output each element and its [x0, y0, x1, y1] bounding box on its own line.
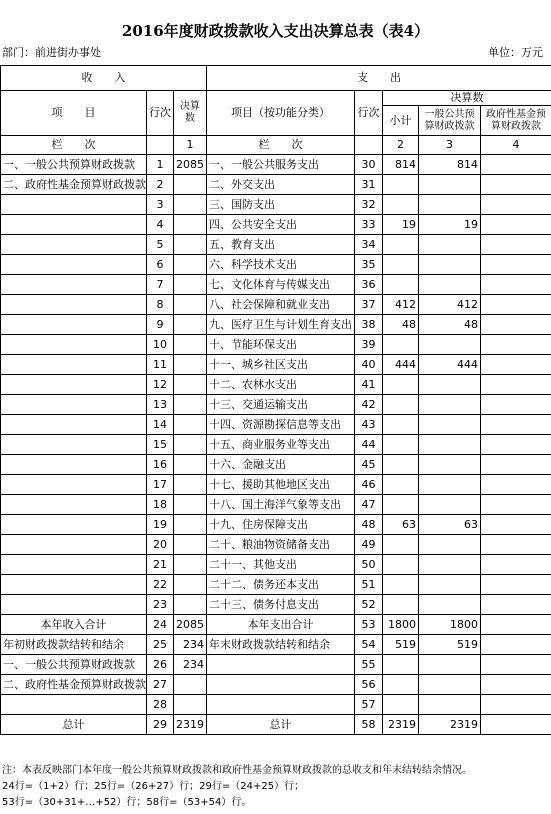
income-rowno-cell: 16: [147, 455, 174, 475]
income-item-cell: [1, 575, 147, 595]
general-budget-cell: [419, 535, 481, 555]
income-item-cell: [1, 295, 147, 315]
income-amount-cell: [174, 235, 207, 255]
general-budget-cell: [419, 675, 481, 695]
subtotal-cell: 412: [383, 295, 419, 315]
table-row: [1, 635, 551, 655]
income-amount-cell: 234: [174, 655, 207, 675]
gov-fund-cell: [481, 535, 551, 555]
table-row: [1, 175, 551, 195]
general-budget-cell: [419, 595, 481, 615]
general-budget-cell: [419, 175, 481, 195]
budget-table: [0, 65, 551, 735]
col-label-income: 栏 次: [1, 136, 147, 155]
subtotal-cell: [383, 195, 419, 215]
income-item-cell: 二、政府性基金预算财政拨款: [1, 175, 147, 195]
expense-rowno-cell: 35: [355, 255, 383, 275]
income-rowno-cell: 5: [147, 235, 174, 255]
table-row: [1, 555, 551, 575]
income-item-header: 项 目: [1, 91, 147, 136]
income-rowno-cell: 11: [147, 355, 174, 375]
general-budget-cell: 19: [419, 215, 481, 235]
subtotal-cell: [383, 575, 419, 595]
expense-item-cell: 二、外交支出: [207, 175, 355, 195]
expense-rowno-cell: 38: [355, 315, 383, 335]
gov-fund-cell: [481, 555, 551, 575]
income-item-cell: 一、一般公共预算财政拨款: [1, 655, 147, 675]
expense-rowno-cell: 55: [355, 655, 383, 675]
general-budget-cell: [419, 375, 481, 395]
subtotal-cell: [383, 695, 419, 715]
income-item-cell: [1, 315, 147, 335]
income-rowno-cell: 15: [147, 435, 174, 455]
income-amount-cell: [174, 335, 207, 355]
subtotal-header: 小计: [383, 106, 419, 136]
expense-item-cell: 五、教育支出: [207, 235, 355, 255]
general-budget-cell: [419, 575, 481, 595]
note-line: 24行=（1+2）行；25行=（26+27）行；29行=（24+25）行；: [2, 781, 305, 792]
expense-rowno-cell: 56: [355, 675, 383, 695]
gov-fund-cell: [481, 375, 551, 395]
department-label: 部门：前进街办事处: [2, 46, 101, 59]
expense-rowno-cell: 44: [355, 435, 383, 455]
income-rowno-cell: 27: [147, 675, 174, 695]
income-item-cell: [1, 235, 147, 255]
expense-rowno-cell: 54: [355, 635, 383, 655]
gov-fund-cell: [481, 515, 551, 535]
expense-item-cell: 二十、粮油物资储备支出: [207, 535, 355, 555]
income-rowno-cell: 21: [147, 555, 174, 575]
expense-rowno-cell: 30: [355, 155, 383, 175]
subtotal-cell: [383, 435, 419, 455]
gov-fund-cell: [481, 435, 551, 455]
gov-fund-cell: [481, 655, 551, 675]
gov-fund-cell: [481, 155, 551, 175]
income-rowno-cell: 12: [147, 375, 174, 395]
income-rowno-cell: 8: [147, 295, 174, 315]
note-line: 53行=（30+31+…+52）行；58行=（53+54）行。: [2, 797, 252, 808]
subtotal-cell: [383, 235, 419, 255]
general-budget-cell: [419, 695, 481, 715]
general-budget-header: 一般公共预 算财政拨款: [419, 106, 481, 136]
expense-item-cell: 八、社会保障和就业支出: [207, 295, 355, 315]
income-amount-cell: [174, 515, 207, 535]
general-budget-cell: 63: [419, 515, 481, 535]
expense-item-cell: 总计: [207, 715, 355, 735]
table-row: [1, 355, 551, 375]
expense-item-cell: 十一、城乡社区支出: [207, 355, 355, 375]
expense-item-cell: 一、一般公共服务支出: [207, 155, 355, 175]
income-rowno-cell: 25: [147, 635, 174, 655]
expense-rowno-cell: 49: [355, 535, 383, 555]
general-budget-cell: 48: [419, 315, 481, 335]
expense-item-header: 项目（按功能分类）: [207, 91, 355, 136]
income-rowno-cell: 3: [147, 195, 174, 215]
subtotal-cell: [383, 375, 419, 395]
income-rowno-cell: 20: [147, 535, 174, 555]
income-rowno-cell: 17: [147, 475, 174, 495]
expense-rowno-cell: 50: [355, 555, 383, 575]
table-row: [1, 475, 551, 495]
gov-fund-cell: [481, 395, 551, 415]
general-budget-cell: [419, 555, 481, 575]
income-rowno-cell: 13: [147, 395, 174, 415]
income-item-cell: [1, 595, 147, 615]
table-row: [1, 315, 551, 335]
table-row: [1, 655, 551, 675]
expense-item-cell: 十七、援助其他地区支出: [207, 475, 355, 495]
income-rowno-cell: 2: [147, 175, 174, 195]
income-amount-cell: [174, 675, 207, 695]
income-amount-cell: [174, 595, 207, 615]
expense-item-cell: [207, 655, 355, 675]
expense-rowno-cell: 45: [355, 455, 383, 475]
table-row: [1, 495, 551, 515]
table-row: [1, 235, 551, 255]
gov-fund-cell: [481, 235, 551, 255]
income-amount-cell: [174, 415, 207, 435]
income-amount-cell: [174, 315, 207, 335]
income-item-cell: [1, 495, 147, 515]
table-row: [1, 215, 551, 235]
subtotal-cell: 2319: [383, 715, 419, 735]
expense-rowno-cell: 39: [355, 335, 383, 355]
table-row: [1, 595, 551, 615]
income-amount-cell: 2319: [174, 715, 207, 735]
expense-rowno-cell: 33: [355, 215, 383, 235]
income-item-cell: [1, 515, 147, 535]
income-rowno-cell: 18: [147, 495, 174, 515]
income-rowno-cell: 14: [147, 415, 174, 435]
final-amount-group-header: 决算数: [383, 91, 551, 106]
table-row: [1, 535, 551, 555]
gov-fund-cell: [481, 255, 551, 275]
expense-item-cell: [207, 695, 355, 715]
income-amount-cell: 2085: [174, 615, 207, 635]
income-item-cell: [1, 355, 147, 375]
income-item-cell: 一、一般公共预算财政拨款: [1, 155, 147, 175]
subtotal-cell: [383, 675, 419, 695]
income-item-cell: [1, 475, 147, 495]
expense-item-cell: 十、节能环保支出: [207, 335, 355, 355]
expense-item-cell: 二十三、债务付息支出: [207, 595, 355, 615]
income-rowno-cell: 1: [147, 155, 174, 175]
col-num-1: 1: [174, 136, 207, 155]
gov-fund-cell: [481, 415, 551, 435]
subtotal-cell: [383, 495, 419, 515]
subtotal-cell: 1800: [383, 615, 419, 635]
income-rowno-header: 行次: [147, 91, 174, 136]
table-row: [1, 375, 551, 395]
income-rowno-cell: 23: [147, 595, 174, 615]
expense-header: 支 出: [207, 66, 551, 91]
expense-item-cell: 六、科学技术支出: [207, 255, 355, 275]
income-item-cell: [1, 415, 147, 435]
table-row: [1, 195, 551, 215]
income-amount-cell: [174, 195, 207, 215]
general-budget-cell: [419, 195, 481, 215]
subtotal-cell: [383, 555, 419, 575]
expense-rowno-cell: 52: [355, 595, 383, 615]
subtotal-cell: [383, 175, 419, 195]
general-budget-cell: [419, 455, 481, 475]
income-amount-cell: 2085: [174, 155, 207, 175]
income-amount-cell: 234: [174, 635, 207, 655]
income-amount-cell: [174, 455, 207, 475]
income-rowno-cell: 4: [147, 215, 174, 235]
general-budget-cell: [419, 435, 481, 455]
expense-rowno-cell: 48: [355, 515, 383, 535]
income-item-cell: [1, 535, 147, 555]
general-budget-cell: [419, 655, 481, 675]
income-amount-cell: [174, 495, 207, 515]
note-line: 注：本表反映部门本年度一般公共预算财政拨款和政府性基金预算财政拨款的总收支和年末结转结余情况。: [2, 765, 472, 776]
general-budget-cell: 1800: [419, 615, 481, 635]
income-item-cell: [1, 275, 147, 295]
income-rowno-cell: 26: [147, 655, 174, 675]
income-item-cell: [1, 195, 147, 215]
gov-fund-cell: [481, 175, 551, 195]
subtotal-cell: 48: [383, 315, 419, 335]
income-amount-cell: [174, 355, 207, 375]
expense-rowno-cell: 34: [355, 235, 383, 255]
expense-rowno-cell: 37: [355, 295, 383, 315]
expense-rowno-cell: 58: [355, 715, 383, 735]
income-amount-cell: [174, 375, 207, 395]
expense-item-cell: 十三、交通运输支出: [207, 395, 355, 415]
page-title: 2016年度财政拨款收入支出决算总表（表4）: [121, 22, 430, 40]
income-rowno-cell: 19: [147, 515, 174, 535]
general-budget-cell: 519: [419, 635, 481, 655]
income-amount-cell: [174, 435, 207, 455]
subtotal-cell: [383, 255, 419, 275]
expense-item-cell: 二十二、债务还本支出: [207, 575, 355, 595]
subtotal-cell: [383, 275, 419, 295]
income-item-cell: 年初财政拨款结转和结余: [1, 635, 147, 655]
gov-fund-header: 政府性基金预 算财政拨款: [481, 106, 551, 136]
expense-rowno-header: 行次: [355, 91, 383, 136]
gov-fund-cell: [481, 615, 551, 635]
general-budget-cell: 814: [419, 155, 481, 175]
expense-item-cell: [207, 675, 355, 695]
footnotes: [2, 763, 472, 811]
subtotal-cell: [383, 335, 419, 355]
general-budget-cell: 2319: [419, 715, 481, 735]
income-rowno-cell: 6: [147, 255, 174, 275]
table-row: [1, 415, 551, 435]
table-row: [1, 155, 551, 175]
subtotal-cell: [383, 455, 419, 475]
table-row: [1, 395, 551, 415]
table-row: [1, 575, 551, 595]
expense-item-cell: 十九、住房保障支出: [207, 515, 355, 535]
income-item-cell: [1, 395, 147, 415]
gov-fund-cell: [481, 455, 551, 475]
table-row: [1, 675, 551, 695]
gov-fund-cell: [481, 695, 551, 715]
expense-rowno-cell: 40: [355, 355, 383, 375]
expense-item-cell: 四、公共安全支出: [207, 215, 355, 235]
general-budget-cell: 444: [419, 355, 481, 375]
subtotal-cell: [383, 595, 419, 615]
gov-fund-cell: [481, 315, 551, 335]
income-amount-cell: [174, 255, 207, 275]
expense-rowno-cell: 42: [355, 395, 383, 415]
subtotal-cell: 519: [383, 635, 419, 655]
income-item-cell: [1, 555, 147, 575]
expense-item-cell: 三、国防支出: [207, 195, 355, 215]
income-item-cell: [1, 215, 147, 235]
col-num-2: 2: [383, 136, 419, 155]
gov-fund-cell: [481, 575, 551, 595]
subtotal-cell: 63: [383, 515, 419, 535]
table-row: [1, 615, 551, 635]
gov-fund-cell: [481, 215, 551, 235]
gov-fund-cell: [481, 295, 551, 315]
income-amount-header: 决算 数: [174, 91, 207, 136]
expense-rowno-cell: 41: [355, 375, 383, 395]
general-budget-cell: [419, 275, 481, 295]
general-budget-cell: [419, 255, 481, 275]
expense-item-cell: 九、医疗卫生与计划生育支出: [207, 315, 355, 335]
subtotal-cell: [383, 535, 419, 555]
income-header: 收 入: [1, 66, 207, 91]
gov-fund-cell: [481, 475, 551, 495]
expense-item-cell: 本年支出合计: [207, 615, 355, 635]
income-amount-cell: [174, 535, 207, 555]
subtotal-cell: [383, 415, 419, 435]
expense-rowno-cell: 47: [355, 495, 383, 515]
gov-fund-cell: [481, 495, 551, 515]
table-row: [1, 335, 551, 355]
general-budget-cell: [419, 475, 481, 495]
income-amount-cell: [174, 575, 207, 595]
gov-fund-cell: [481, 595, 551, 615]
expense-item-cell: 七、文化体育与传媒支出: [207, 275, 355, 295]
income-rowno-cell: 7: [147, 275, 174, 295]
unit-label: 单位：万元: [488, 46, 543, 59]
income-item-cell: [1, 695, 147, 715]
expense-rowno-cell: 31: [355, 175, 383, 195]
subtotal-cell: [383, 395, 419, 415]
expense-item-cell: 十六、金融支出: [207, 455, 355, 475]
expense-item-cell: 年末财政拨款结转和结余: [207, 635, 355, 655]
expense-item-cell: 十四、资源勘探信息等支出: [207, 415, 355, 435]
income-rowno-cell: 10: [147, 335, 174, 355]
income-amount-cell: [174, 275, 207, 295]
income-item-cell: [1, 335, 147, 355]
income-amount-cell: [174, 555, 207, 575]
expense-rowno-cell: 32: [355, 195, 383, 215]
subtotal-cell: [383, 475, 419, 495]
subtotal-cell: 814: [383, 155, 419, 175]
income-item-cell: [1, 255, 147, 275]
general-budget-cell: [419, 335, 481, 355]
expense-rowno-cell: 57: [355, 695, 383, 715]
income-rowno-cell: 29: [147, 715, 174, 735]
gov-fund-cell: [481, 275, 551, 295]
general-budget-cell: [419, 495, 481, 515]
general-budget-cell: [419, 395, 481, 415]
income-rowno-cell: 28: [147, 695, 174, 715]
expense-rowno-cell: 51: [355, 575, 383, 595]
expense-item-cell: 十二、农林水支出: [207, 375, 355, 395]
gov-fund-cell: [481, 195, 551, 215]
general-budget-cell: 412: [419, 295, 481, 315]
gov-fund-cell: [481, 675, 551, 695]
income-amount-cell: [174, 295, 207, 315]
col-num-4: 4: [481, 136, 551, 155]
general-budget-cell: [419, 415, 481, 435]
income-rowno-cell: 22: [147, 575, 174, 595]
gov-fund-cell: [481, 635, 551, 655]
table-row: [1, 275, 551, 295]
income-item-cell: 本年收入合计: [1, 615, 147, 635]
table-row: [1, 435, 551, 455]
gov-fund-cell: [481, 335, 551, 355]
expense-rowno-cell: 53: [355, 615, 383, 635]
expense-rowno-cell: 36: [355, 275, 383, 295]
income-amount-cell: [174, 475, 207, 495]
income-rowno-cell: 24: [147, 615, 174, 635]
gov-fund-cell: [481, 355, 551, 375]
income-item-cell: [1, 375, 147, 395]
income-amount-cell: [174, 695, 207, 715]
table-row: [1, 455, 551, 475]
income-item-cell: 二、政府性基金预算财政拨款: [1, 675, 147, 695]
income-amount-cell: [174, 215, 207, 235]
subtotal-cell: 444: [383, 355, 419, 375]
income-amount-cell: [174, 175, 207, 195]
col-label-expense: 栏 次: [207, 136, 355, 155]
table-row: [1, 695, 551, 715]
gov-fund-cell: [481, 715, 551, 735]
subtotal-cell: [383, 655, 419, 675]
table-row: [1, 515, 551, 535]
expense-item-cell: 十八、国土海洋气象等支出: [207, 495, 355, 515]
col-num-3: 3: [419, 136, 481, 155]
expense-rowno-cell: 43: [355, 415, 383, 435]
expense-item-cell: 二十一、其他支出: [207, 555, 355, 575]
expense-rowno-cell: 46: [355, 475, 383, 495]
income-item-cell: [1, 435, 147, 455]
income-item-cell: [1, 455, 147, 475]
expense-item-cell: 十五、商业服务业等支出: [207, 435, 355, 455]
table-row: [1, 715, 551, 735]
income-rowno-cell: 9: [147, 315, 174, 335]
income-item-cell: 总计: [1, 715, 147, 735]
general-budget-cell: [419, 235, 481, 255]
income-amount-cell: [174, 395, 207, 415]
table-row: [1, 295, 551, 315]
subtotal-cell: 19: [383, 215, 419, 235]
table-row: [1, 255, 551, 275]
